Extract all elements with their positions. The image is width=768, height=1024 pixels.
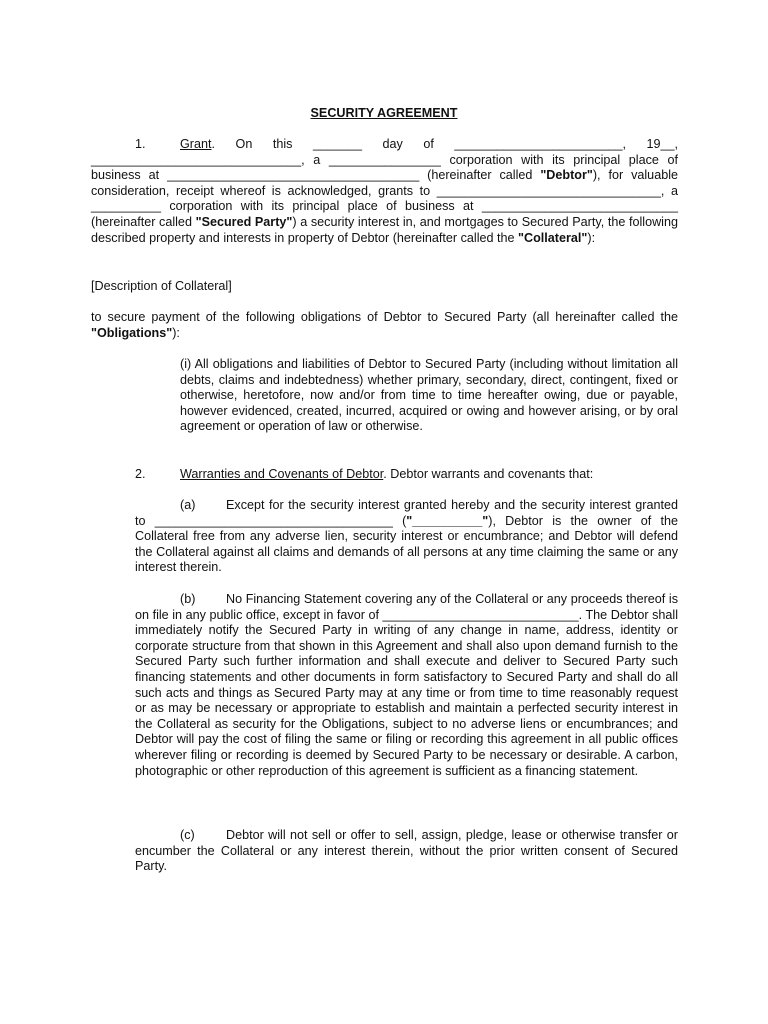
- clause-c-label: (c): [180, 828, 195, 842]
- section-2-heading: Warranties and Covenants of Debtor: [180, 467, 384, 481]
- clause-b: [135, 592, 678, 779]
- section-1-text-1: . On this _______ day of ________________________, 19__, ______________________________, a ________________ corporation with its principal place of business at ____________________________________ (hereinafter called: [91, 137, 678, 183]
- section-2-text: . Debtor warrants and covenants that:: [383, 467, 594, 481]
- clause-a: [135, 498, 678, 576]
- clause-b-label: (b): [180, 592, 196, 606]
- section-1-paragraph: [91, 137, 678, 246]
- clause-a-label: (a): [180, 498, 196, 512]
- secure-text-1: to secure payment of the following obligations of Debtor to Secured Party (all hereinafter called the: [91, 310, 678, 324]
- clause-a-text-2: ), Debtor is the owner of the Collateral free from any adverse lien, security interest or encumbrance; and Debtor will defend the Collateral against all claims and demands of all persons at any time claiming the same or any interest therein.: [135, 513, 678, 575]
- secure-text-2: ):: [172, 325, 180, 340]
- section-1-number: 1.: [135, 137, 146, 151]
- section-1-text-2: ), for valuable consideration, receipt whereof is acknowledged, grants to ________________________________, a __________ corporation with its principal place of business at ____________________________ (hereinafter called: [91, 168, 679, 229]
- section-2-heading-paragraph: [91, 467, 678, 483]
- secured-party-term: "Secured Party": [195, 214, 293, 229]
- clause-a-defined-blank: "__________": [406, 513, 489, 528]
- clause-c: [135, 828, 678, 875]
- section-1-heading: Grant: [180, 137, 212, 151]
- section-2-number: 2.: [135, 467, 146, 481]
- obligations-term: "Obligations": [91, 325, 173, 340]
- clause-c-text: Debtor will not sell or offer to sell, assign, pledge, lease or otherwise transfer or encumber the Collateral or any interest therein, without the prior written consent of Secured Party.: [135, 828, 678, 874]
- debtor-term: "Debtor": [540, 168, 593, 183]
- clause-a-text-1: Except for the security interest granted hereby and the security interest granted to __________________________________ (: [135, 498, 678, 528]
- clause-b-text: No Financing Statement covering any of the Collateral or any proceeds thereof is on file in any public office, except in favor of ____________________________. The Debtor shall immediately notify the Secured Party in writing of any change in name, address, identity or corporate structure from that shown in this Agreement and shall also upon demand furnish to the Secured Party such further information and shall execute and deliver to Secured Party such financing statements and other documents in form satisfactory to Secured Party and shall do all such acts and things as Secured Party may at any time or from time to time reasonably request or as may be necessary or appropriate to establish and maintain a perfected security interest in the Collateral as security for the Obligations, subject to no adverse liens or encumbrances; and Debtor will pay the cost of filing the same or filing or recording this agreement in all public offices wherever filing or recording is deemed by Secured Party to be necessary or desirable. A carbon, photographic or other reproduction of this agreement is sufficient as a financing statement.: [135, 592, 678, 778]
- collateral-term: "Collateral": [518, 230, 588, 245]
- document-title: SECURITY AGREEMENT: [310, 106, 458, 120]
- obligations-item-i: (i) All obligations and liabilities of Debtor to Secured Party (including without limitation all debts, claims and indebtedness) whether primary, secondary, direct, contingent, fixed or otherwise, heretofore, now and/or from time to time hereafter owing, due or payable, however evidenced, created, incurred, acquired or owing and however arising, or by oral agreement or operation of law or otherwise.: [180, 357, 678, 434]
- secure-payment-paragraph: [91, 310, 678, 341]
- section-1-text-4: ):: [587, 230, 596, 245]
- section-1-text-3: ) a security interest in, and mortgages to Secured Party, the following described property and interests in property of Debtor (hereinafter called the: [91, 214, 678, 245]
- collateral-description: [Description of Collateral]: [91, 279, 232, 293]
